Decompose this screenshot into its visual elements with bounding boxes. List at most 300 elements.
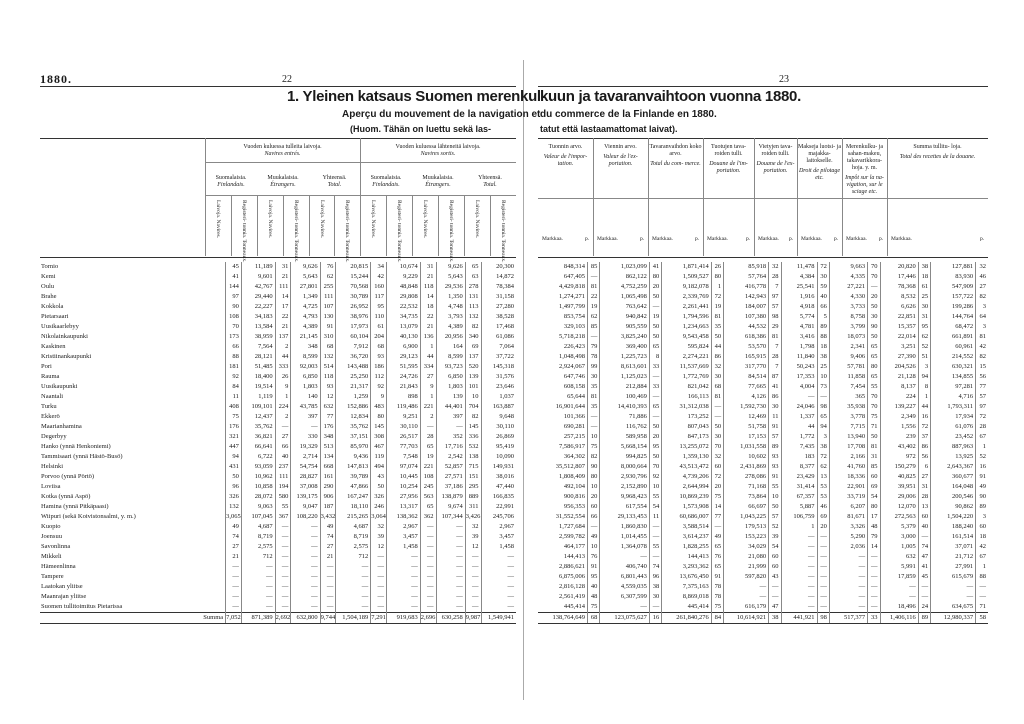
left-cell: 63 — [465, 272, 481, 282]
right-cell: 83,930 — [931, 272, 976, 282]
right-cell: — — [918, 532, 930, 542]
right-cell: 21,128 — [880, 372, 918, 382]
port-name: Oulu — [41, 283, 54, 290]
left-cell: 137 — [275, 332, 291, 342]
left-cell: 160 — [371, 282, 387, 292]
left-data-table — [40, 262, 516, 624]
right-cell: 6,801,443 — [600, 572, 650, 582]
right-cell: 11,537,669 — [662, 362, 712, 372]
right-cell: 97 — [976, 402, 988, 412]
left-cell: 39 — [465, 532, 481, 542]
right-cell: 90 — [976, 492, 988, 502]
left-cell: — — [226, 562, 242, 572]
right-table-row — [538, 572, 988, 582]
left-cell: 17,468 — [481, 322, 516, 332]
right-page-number: 23 — [779, 74, 789, 85]
right-cell: 1,497,799 — [559, 303, 585, 310]
left-cell: 138 — [465, 452, 481, 462]
left-table-row — [40, 282, 516, 292]
left-cell: 161 — [320, 472, 336, 482]
left-cell: — — [387, 552, 421, 562]
left-cell: 108,220 — [291, 512, 320, 522]
right-cell: 10 — [649, 482, 661, 492]
left-cell: 55 — [275, 502, 291, 512]
left-cell: 38,528 — [481, 312, 516, 322]
left-cell: — — [275, 582, 291, 592]
right-cell: 93 — [769, 462, 781, 472]
left-cell: 39,789 — [336, 472, 371, 482]
right-cell: 127,881 — [931, 262, 976, 272]
left-cell: — — [291, 562, 320, 572]
left-cell: 563 — [420, 492, 436, 502]
left-cell: 513 — [320, 442, 336, 452]
left-cell: — — [420, 572, 436, 582]
left-cell: 28 — [420, 432, 436, 442]
left-cell: 151 — [465, 472, 481, 482]
left-subcol-divider — [412, 195, 413, 256]
right-cell: — — [868, 562, 880, 572]
right-cell: 13,255,072 — [662, 442, 712, 452]
right-cell: 30 — [817, 272, 829, 282]
left-cell: 65 — [420, 502, 436, 512]
right-cell: 80 — [649, 272, 661, 282]
right-cell: 50 — [649, 452, 661, 462]
right-cell: 1,337 — [781, 412, 817, 422]
right-cell: 365 — [829, 392, 867, 402]
left-cell: 25,250 — [336, 372, 371, 382]
left-cell: 93 — [371, 352, 387, 362]
right-cell: 95 — [649, 442, 661, 452]
right-table-row — [538, 602, 988, 613]
left-cell: 176 — [320, 422, 336, 432]
left-cell: — — [465, 562, 481, 572]
left-cell: 204 — [371, 332, 387, 342]
right-cell: 853,754 — [563, 313, 585, 320]
right-cell: 70 — [868, 262, 880, 272]
right-cell: 661,891 — [931, 332, 976, 342]
left-cell: 9,436 — [336, 452, 371, 462]
left-cell: 68 — [371, 342, 387, 352]
right-cell: 10,869,239 — [662, 492, 712, 502]
left-cell: — — [420, 552, 436, 562]
left-cell: 26,952 — [336, 302, 371, 312]
left-cell: 14 — [420, 292, 436, 302]
right-cell: 64 — [976, 312, 988, 322]
right-cell: 847,173 — [662, 432, 712, 442]
right-cell: 17 — [868, 512, 880, 522]
left-table-row — [40, 562, 516, 572]
right-cell: 35 — [588, 402, 600, 412]
left-cell: 9,047 — [291, 502, 320, 512]
left-cell: 38,016 — [481, 472, 516, 482]
left-cell: 352 — [436, 432, 465, 442]
right-cell: 1,794,596 — [662, 312, 712, 322]
left-cell: — — [275, 562, 291, 572]
left-cell: 93,059 — [241, 462, 275, 472]
right-cell: 31 — [868, 452, 880, 462]
right-cell: 54 — [868, 492, 880, 502]
left-cell: 12 — [320, 392, 336, 402]
right-cell: 144,413 — [662, 552, 712, 562]
right-cell: 2,561,419 — [559, 593, 585, 600]
right-header-divider — [593, 138, 594, 256]
left-cell: 76 — [320, 262, 336, 272]
left-cell: 255 — [320, 282, 336, 292]
left-cell: 117 — [371, 292, 387, 302]
penni-label: p. — [834, 236, 839, 242]
right-cell: — — [711, 402, 723, 412]
right-cell: 10,602 — [724, 452, 769, 462]
right-cell: — — [829, 582, 867, 592]
left-cell: 30,110 — [387, 422, 421, 432]
left-cell: 107,344 — [436, 512, 465, 522]
right-cell: 887,963 — [931, 442, 976, 452]
right-cell: — — [781, 592, 817, 602]
left-cell: — — [436, 602, 465, 613]
left-subcol-divider — [334, 195, 335, 256]
right-column-header-8 — [887, 144, 988, 161]
left-cell: 29,123 — [387, 352, 421, 362]
left-cell: 66,641 — [241, 442, 275, 452]
port-name: Rauma — [41, 373, 60, 380]
right-cell: 24,046 — [781, 402, 817, 412]
left-cell: 147,813 — [336, 462, 371, 472]
left-header-rule — [40, 86, 516, 87]
right-cell: 62 — [918, 332, 930, 342]
right-cell: — — [781, 552, 817, 562]
right-cell: 1,504,220 — [931, 512, 976, 522]
right-cell: — — [868, 582, 880, 592]
left-cell: 22 — [420, 312, 436, 322]
right-table-row — [538, 282, 988, 292]
left-cell: 520 — [465, 362, 481, 372]
right-cell: 89 — [976, 502, 988, 512]
right-cell: — — [781, 572, 817, 582]
left-table-row — [40, 392, 516, 402]
right-cell: 10 — [588, 432, 600, 442]
right-cell: 82 — [588, 452, 600, 462]
right-cell: 28 — [976, 422, 988, 432]
left-cell: — — [371, 602, 387, 613]
right-cell: 19 — [649, 312, 661, 322]
left-cell: 52,857 — [436, 462, 465, 472]
left-cell: — — [387, 592, 421, 602]
left-cell: — — [275, 422, 291, 432]
right-cell: 18 — [976, 532, 988, 542]
left-cell: 9 — [371, 392, 387, 402]
left-cell: 68 — [320, 342, 336, 352]
right-cell: 618,386 — [724, 332, 769, 342]
left-cell: 30,110 — [481, 422, 516, 432]
left-cell: 31 — [420, 262, 436, 272]
right-cell: 90 — [868, 322, 880, 332]
left-cell: 43,785 — [291, 402, 320, 412]
left-cell: 31,576 — [481, 372, 516, 382]
left-cell: 92 — [226, 372, 242, 382]
left-cell: 1 — [275, 392, 291, 402]
right-cell: 1,023,099 — [600, 262, 650, 272]
right-cell: 80 — [868, 502, 880, 512]
right-table-row — [538, 322, 988, 332]
right-cell: 17,708 — [829, 442, 867, 452]
right-cell: 8 — [918, 382, 930, 392]
left-cell: 19,329 — [291, 442, 320, 452]
right-cell: 80 — [588, 472, 600, 482]
left-cell: 152,886 — [336, 402, 371, 412]
left-cell: 19,514 — [241, 382, 275, 392]
right-table-row — [538, 522, 988, 532]
entered-total-header: Yhteensä. Total. — [322, 175, 347, 188]
left-cell: 35,762 — [241, 422, 275, 432]
left-cell: 88 — [226, 352, 242, 362]
right-cell: 7,454 — [829, 382, 867, 392]
right-cell: 32 — [711, 452, 723, 462]
right-cell: 200,546 — [931, 492, 976, 502]
right-cell: — — [817, 572, 829, 582]
right-cell: 73,864 — [724, 492, 769, 502]
right-cell: 11,858 — [829, 372, 867, 382]
right-cell: 615,679 — [931, 572, 976, 582]
right-cell: 14 — [868, 542, 880, 552]
left-cell: — — [465, 602, 481, 613]
left-cell: 3,064 — [371, 513, 386, 520]
port-name: Ekkerö — [41, 413, 60, 420]
right-cell: 81 — [976, 332, 988, 342]
right-total-cell: 123,075,627 — [600, 613, 650, 624]
right-table-row — [538, 582, 988, 592]
right-cell: — — [817, 602, 829, 613]
right-cell: 14,410,393 — [600, 402, 650, 412]
right-cell: — — [588, 412, 600, 422]
left-cell: 1 — [420, 392, 436, 402]
right-cell: 62 — [817, 462, 829, 472]
left-cell: 138,362 — [387, 512, 421, 522]
left-cell: 431 — [226, 462, 242, 472]
right-cell: 65 — [817, 412, 829, 422]
right-cell: 9,543,458 — [662, 332, 712, 342]
left-cell: — — [420, 532, 436, 542]
right-cell: — — [769, 582, 781, 592]
left-cell: — — [291, 592, 320, 602]
left-cell: — — [436, 592, 465, 602]
right-cell: — — [817, 542, 829, 552]
right-cell: 2,816,128 — [559, 583, 585, 590]
right-cell: 617,554 — [600, 502, 650, 512]
right-cell: 608,158 — [563, 383, 585, 390]
left-cell: 35,762 — [336, 422, 371, 432]
right-table-row — [538, 392, 988, 402]
left-cell: 31 — [275, 262, 291, 272]
left-table-row — [40, 492, 516, 502]
left-cell: 8,599 — [436, 352, 465, 362]
right-cell: 82 — [976, 352, 988, 362]
right-cell: 53 — [817, 492, 829, 502]
right-cell: 101,366 — [563, 413, 585, 420]
entered-finnish-header: Suomalaisia. Finlandais. — [215, 175, 247, 188]
left-cell: — — [420, 592, 436, 602]
right-cell: 3,733 — [829, 302, 867, 312]
left-cell: 164 — [436, 342, 465, 352]
left-cell: — — [226, 602, 242, 613]
right-cell: 13 — [918, 502, 930, 512]
left-table-row — [40, 332, 516, 342]
left-table-row — [40, 522, 516, 532]
right-cell: 30 — [918, 302, 930, 312]
right-table-row — [538, 492, 988, 502]
right-cell: 3,251 — [880, 342, 918, 352]
right-table-row — [538, 552, 988, 562]
left-cell: — — [371, 582, 387, 592]
right-table-row — [538, 562, 988, 572]
left-cell: 27,280 — [481, 302, 516, 312]
right-cell: 23,452 — [931, 432, 976, 442]
right-cell: — — [649, 392, 661, 402]
left-total-cell: 1,549,941 — [481, 613, 516, 624]
left-cell: 898 — [387, 392, 421, 402]
penni-label: p. — [746, 236, 751, 242]
left-cell: 1,037 — [481, 392, 516, 402]
right-cell: 4,429,818 — [559, 283, 585, 290]
right-cell: 92 — [649, 472, 661, 482]
right-cell: — — [724, 582, 769, 592]
right-cell: 1,065,498 — [600, 292, 650, 302]
right-cell: 80 — [868, 362, 880, 372]
left-cell: — — [291, 552, 320, 562]
left-cell: 21 — [275, 272, 291, 282]
left-cell: 96 — [226, 482, 242, 492]
right-cell: 144,764 — [931, 312, 976, 322]
right-column-header-6 — [797, 144, 842, 182]
port-name: Laatokan yliitse — [41, 583, 83, 590]
right-cell: 25 — [817, 362, 829, 372]
right-cell: 19 — [711, 302, 723, 312]
left-cell: 2,575 — [241, 542, 275, 552]
left-cell: 10,674 — [387, 262, 421, 272]
left-cell: 49 — [320, 522, 336, 532]
left-table-row — [40, 272, 516, 282]
right-cell: 67 — [976, 432, 988, 442]
right-cell: 2,036 — [829, 542, 867, 552]
right-total-cell: 517,377 — [829, 613, 867, 624]
right-cell: 164,048 — [931, 482, 976, 492]
right-cell: 81 — [588, 392, 600, 402]
left-cell: 28,072 — [241, 492, 275, 502]
right-cell: 30 — [711, 432, 723, 442]
right-cell: 47 — [769, 602, 781, 613]
right-total-cell: 441,921 — [781, 613, 817, 624]
left-table-row — [40, 602, 516, 613]
right-cell: 22,901 — [829, 482, 867, 492]
right-cell: 1,005 — [880, 542, 918, 552]
right-cell: 90 — [588, 462, 600, 472]
left-cell: — — [275, 592, 291, 602]
left-cell: 246 — [371, 502, 387, 512]
left-cell: 397 — [436, 412, 465, 422]
right-cell: 5,718,218 — [559, 333, 585, 340]
right-cell: 50 — [868, 302, 880, 312]
right-cell: 95 — [588, 572, 600, 582]
right-cell: 278,086 — [724, 472, 769, 482]
left-cell: 9,626 — [436, 262, 465, 272]
left-cell: 187 — [320, 502, 336, 512]
left-cell: 140 — [291, 392, 320, 402]
right-cell: 21,712 — [931, 552, 976, 562]
left-cell: 101 — [465, 382, 481, 392]
right-cell: 2,274,221 — [662, 352, 712, 362]
header-fi: Tuotujen tava- roiden tulli. — [711, 144, 746, 157]
right-cell: 91 — [711, 572, 723, 582]
left-cell: 21 — [320, 552, 336, 562]
right-cell: 75 — [711, 602, 723, 613]
right-cell: 35 — [588, 382, 600, 392]
right-cell: 165,915 — [724, 352, 769, 362]
header-fi: Vietyjen tava- roiden tulli. — [758, 144, 793, 157]
right-cell: 42 — [976, 542, 988, 552]
right-cell: 616,179 — [724, 602, 769, 613]
left-cell: — — [436, 572, 465, 582]
left-subcol-divider — [464, 195, 465, 256]
right-cell: 96 — [649, 572, 661, 582]
right-cell: 1 — [976, 562, 988, 572]
left-cell: 9,626 — [291, 262, 320, 272]
left-cell: 111 — [275, 472, 291, 482]
left-cell: — — [465, 552, 481, 562]
left-table-row — [40, 502, 516, 512]
left-cell: 38,976 — [336, 312, 371, 322]
left-cell: 10,254 — [387, 482, 421, 492]
right-cell: 9,968,423 — [600, 492, 650, 502]
left-cell: 61,086 — [481, 332, 516, 342]
left-cell: 51,485 — [241, 362, 275, 372]
right-header-divider — [842, 138, 843, 256]
right-cell: 75 — [868, 412, 880, 422]
right-cell: — — [868, 552, 880, 562]
left-cell: 308 — [371, 432, 387, 442]
right-cell: 4,126 — [724, 392, 769, 402]
right-cell: 71,886 — [600, 412, 650, 422]
left-table-row — [40, 422, 516, 432]
left-cell: 21 — [226, 552, 242, 562]
right-cell: 8,137 — [880, 382, 918, 392]
left-cell: — — [291, 602, 320, 613]
left-cell: 181 — [226, 362, 242, 372]
right-cell: 81 — [588, 282, 600, 292]
right-cell: 18 — [918, 272, 930, 282]
left-cell: 17,973 — [336, 322, 371, 332]
right-cell: 7,715 — [829, 422, 867, 432]
right-cell: 66,697 — [724, 502, 769, 512]
right-cell: 763,642 — [600, 302, 650, 312]
right-cell: 38 — [817, 352, 829, 362]
right-cell: 11,840 — [781, 352, 817, 362]
left-cell: 47,866 — [336, 482, 371, 492]
right-cell: 39,951 — [880, 482, 918, 492]
right-cell: 40 — [918, 522, 930, 532]
right-cell: 38 — [649, 582, 661, 592]
right-cell: 51 — [918, 352, 930, 362]
right-cell: 3,614,237 — [662, 532, 712, 542]
right-cell: — — [868, 602, 880, 613]
ships-column-label: Laivoja. Navires. — [474, 200, 480, 239]
right-cell: 65,644 — [567, 393, 585, 400]
left-cell: 40 — [275, 452, 291, 462]
right-cell: 4,781 — [781, 322, 817, 332]
left-cell: 11,189 — [241, 262, 275, 272]
left-cell: — — [371, 552, 387, 562]
right-column-header-7 — [842, 144, 887, 196]
right-cell: 5,774 — [781, 312, 817, 322]
left-cell: 131 — [465, 292, 481, 302]
